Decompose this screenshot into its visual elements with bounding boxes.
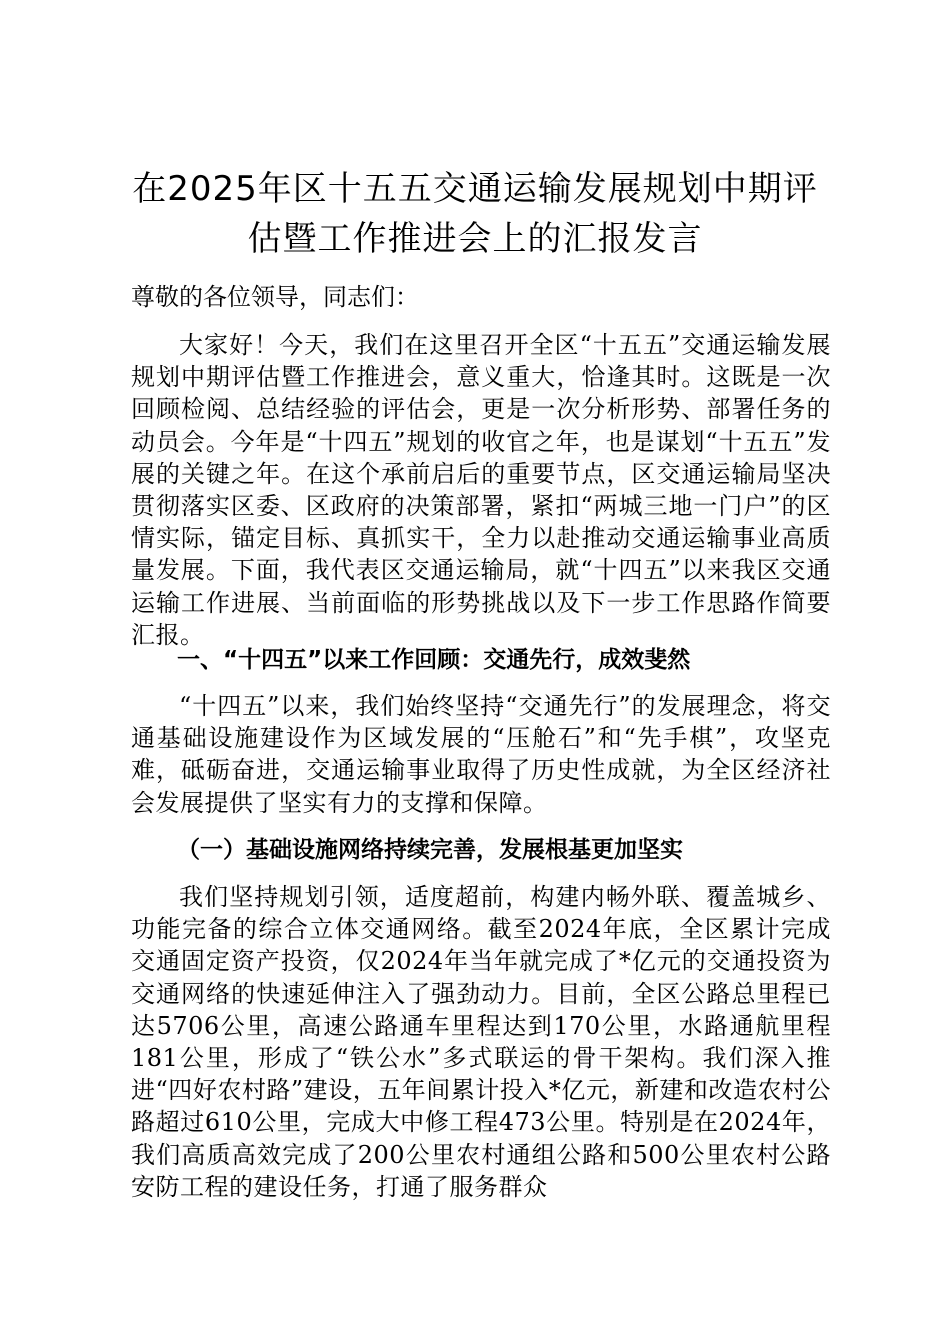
paragraph-opening: 大家好！今天，我们在这里召开全区“十五五”交通运输发展规划中期评估暨工作推进会，意义重大，恰逢其时。这既是一次回顾检阅、总结经验的评估会，更是一次分析形势、部署任务的动员会。今年是“十四五”规划的收官之年，也是谋划“十五五”发展的关键之年。在这个承前启后的重要节点，区交通运输局坚决贯彻落实区委、区政府的决策部署，紧扣“两城三地一门户”的区情实际，锚定目标、真抓实干，全力以赴推动交通运输事业高质量发展。下面，我代表区交通运输局，就“十四五”以来我区交通运输工作进展、当前面临的形势挑战以及下一步工作思路作简要汇报。 [131,331,831,649]
paragraph-infrastructure: 我们坚持规划引领，适度超前，构建内畅外联、覆盖城乡、功能完备的综合立体交通网络。截至2024年底，全区累计完成交通固定资产投资，仅2024年当年就完成了*亿元的交通投资为交通网络的快速延伸注入了强劲动力。目前，全区公路总里程已达5706公里，高速公路通车里程达到170公里，水路通航里程181公里，形成了“铁公水”多式联运的骨干架构。我们深入推进“四好农村路”建设，五年间累计投入*亿元，新建和改造农村公路超过610公里，完成大中修工程473公里。特别是在2024年，我们高质高效完成了200公里农村通组公路和500公里农村公路安防工程的建设任务，打通了服务群众 [131,883,831,1201]
paragraph-review: “十四五”以来，我们始终坚持“交通先行”的发展理念，将交通基础设施建设作为区域发展的“压舱石”和“先手棋”，攻坚克难，砥砺奋进，交通运输事业取得了历史性成就，为全区经济社会发展提供了坚实有力的支撑和保障。 [131,692,831,817]
section-heading-1: 一、“十四五”以来工作回顾：交通先行，成效斐然 [177,647,691,673]
document-title-line-1: 在2025年区十五五交通运输发展规划中期评 [132,169,818,209]
document-title [100,164,850,264]
document-title-line-2: 估暨工作推进会上的汇报发言 [247,219,703,259]
subsection-heading-1: （一）基础设施网络持续完善，发展根基更加坚实 [177,837,683,863]
salutation: 尊敬的各位领导，同志们： [131,283,419,311]
